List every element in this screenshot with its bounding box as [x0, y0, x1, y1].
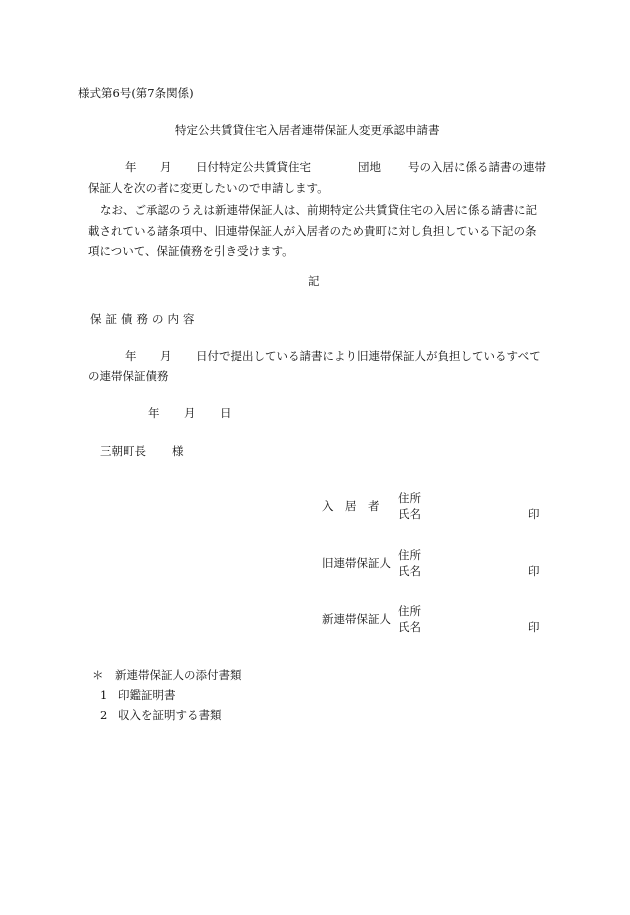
- form-number: 様式第6号(第7条関係): [78, 86, 194, 100]
- p1-danchi: 団地: [358, 160, 381, 174]
- guarantee-heading: 保証債務の内容: [90, 312, 199, 326]
- seal-mark: 印: [528, 507, 540, 521]
- p2-line2: 載されている諸条項中、旧連帯保証人が入居者のため貴町に対し負担している下記の条: [88, 224, 537, 238]
- p1-text-b: 号の入居に係る請書の連帯: [408, 160, 546, 174]
- party-address-label: 住所: [398, 491, 421, 505]
- seal-mark: 印: [528, 564, 540, 578]
- party-name-label: 氏名: [398, 620, 421, 634]
- attachments-mark: ＊: [92, 668, 104, 682]
- addressee-honorific: 様: [172, 444, 184, 458]
- document-title: 特定公共賃貸住宅入居者連帯保証人変更承認申請書: [175, 123, 440, 137]
- attachment-item-number: 2: [100, 708, 108, 722]
- date-year: 年: [148, 406, 160, 420]
- party-name-label: 氏名: [398, 564, 421, 578]
- p1-year: 年: [125, 160, 137, 174]
- attachment-item-number: 1: [100, 688, 108, 702]
- attachments-heading: 新連帯保証人の添付書類: [115, 668, 242, 682]
- ki-mark: 記: [308, 274, 320, 288]
- party-address-label: 住所: [398, 604, 421, 618]
- attachment-item-text: 印鑑証明書: [118, 688, 176, 702]
- date-month: 月: [184, 406, 196, 420]
- guarantee-month: 月: [160, 349, 172, 363]
- p1-month: 月: [160, 160, 172, 174]
- guarantee-line2: の連帯保証債務: [88, 369, 169, 383]
- party-role-new-guarantor: 新連帯保証人: [322, 612, 391, 626]
- addressee-name: 三朝町長: [100, 444, 146, 458]
- attachment-item-text: 収入を証明する書類: [118, 708, 222, 722]
- party-role-tenant: 入 居 者: [322, 499, 380, 513]
- seal-mark: 印: [528, 620, 540, 634]
- p2-line1: なお、ご承認のうえは新連帯保証人は、前期特定公共賃貸住宅の入居に係る請書に記: [100, 203, 537, 217]
- party-role-old-guarantor: 旧連帯保証人: [322, 556, 391, 570]
- p2-line3: 項について、保証債務を引き受けます。: [88, 244, 294, 258]
- p1-text-a: 日付特定公共賃貸住宅: [196, 160, 311, 174]
- guarantee-line1: 日付で提出している請書により旧連帯保証人が負担しているすべて: [196, 349, 541, 363]
- party-name-label: 氏名: [398, 507, 421, 521]
- date-day: 日: [220, 406, 232, 420]
- party-address-label: 住所: [398, 548, 421, 562]
- p1-line2: 保証人を次の者に変更したいので申請します。: [88, 181, 329, 195]
- guarantee-year: 年: [125, 349, 137, 363]
